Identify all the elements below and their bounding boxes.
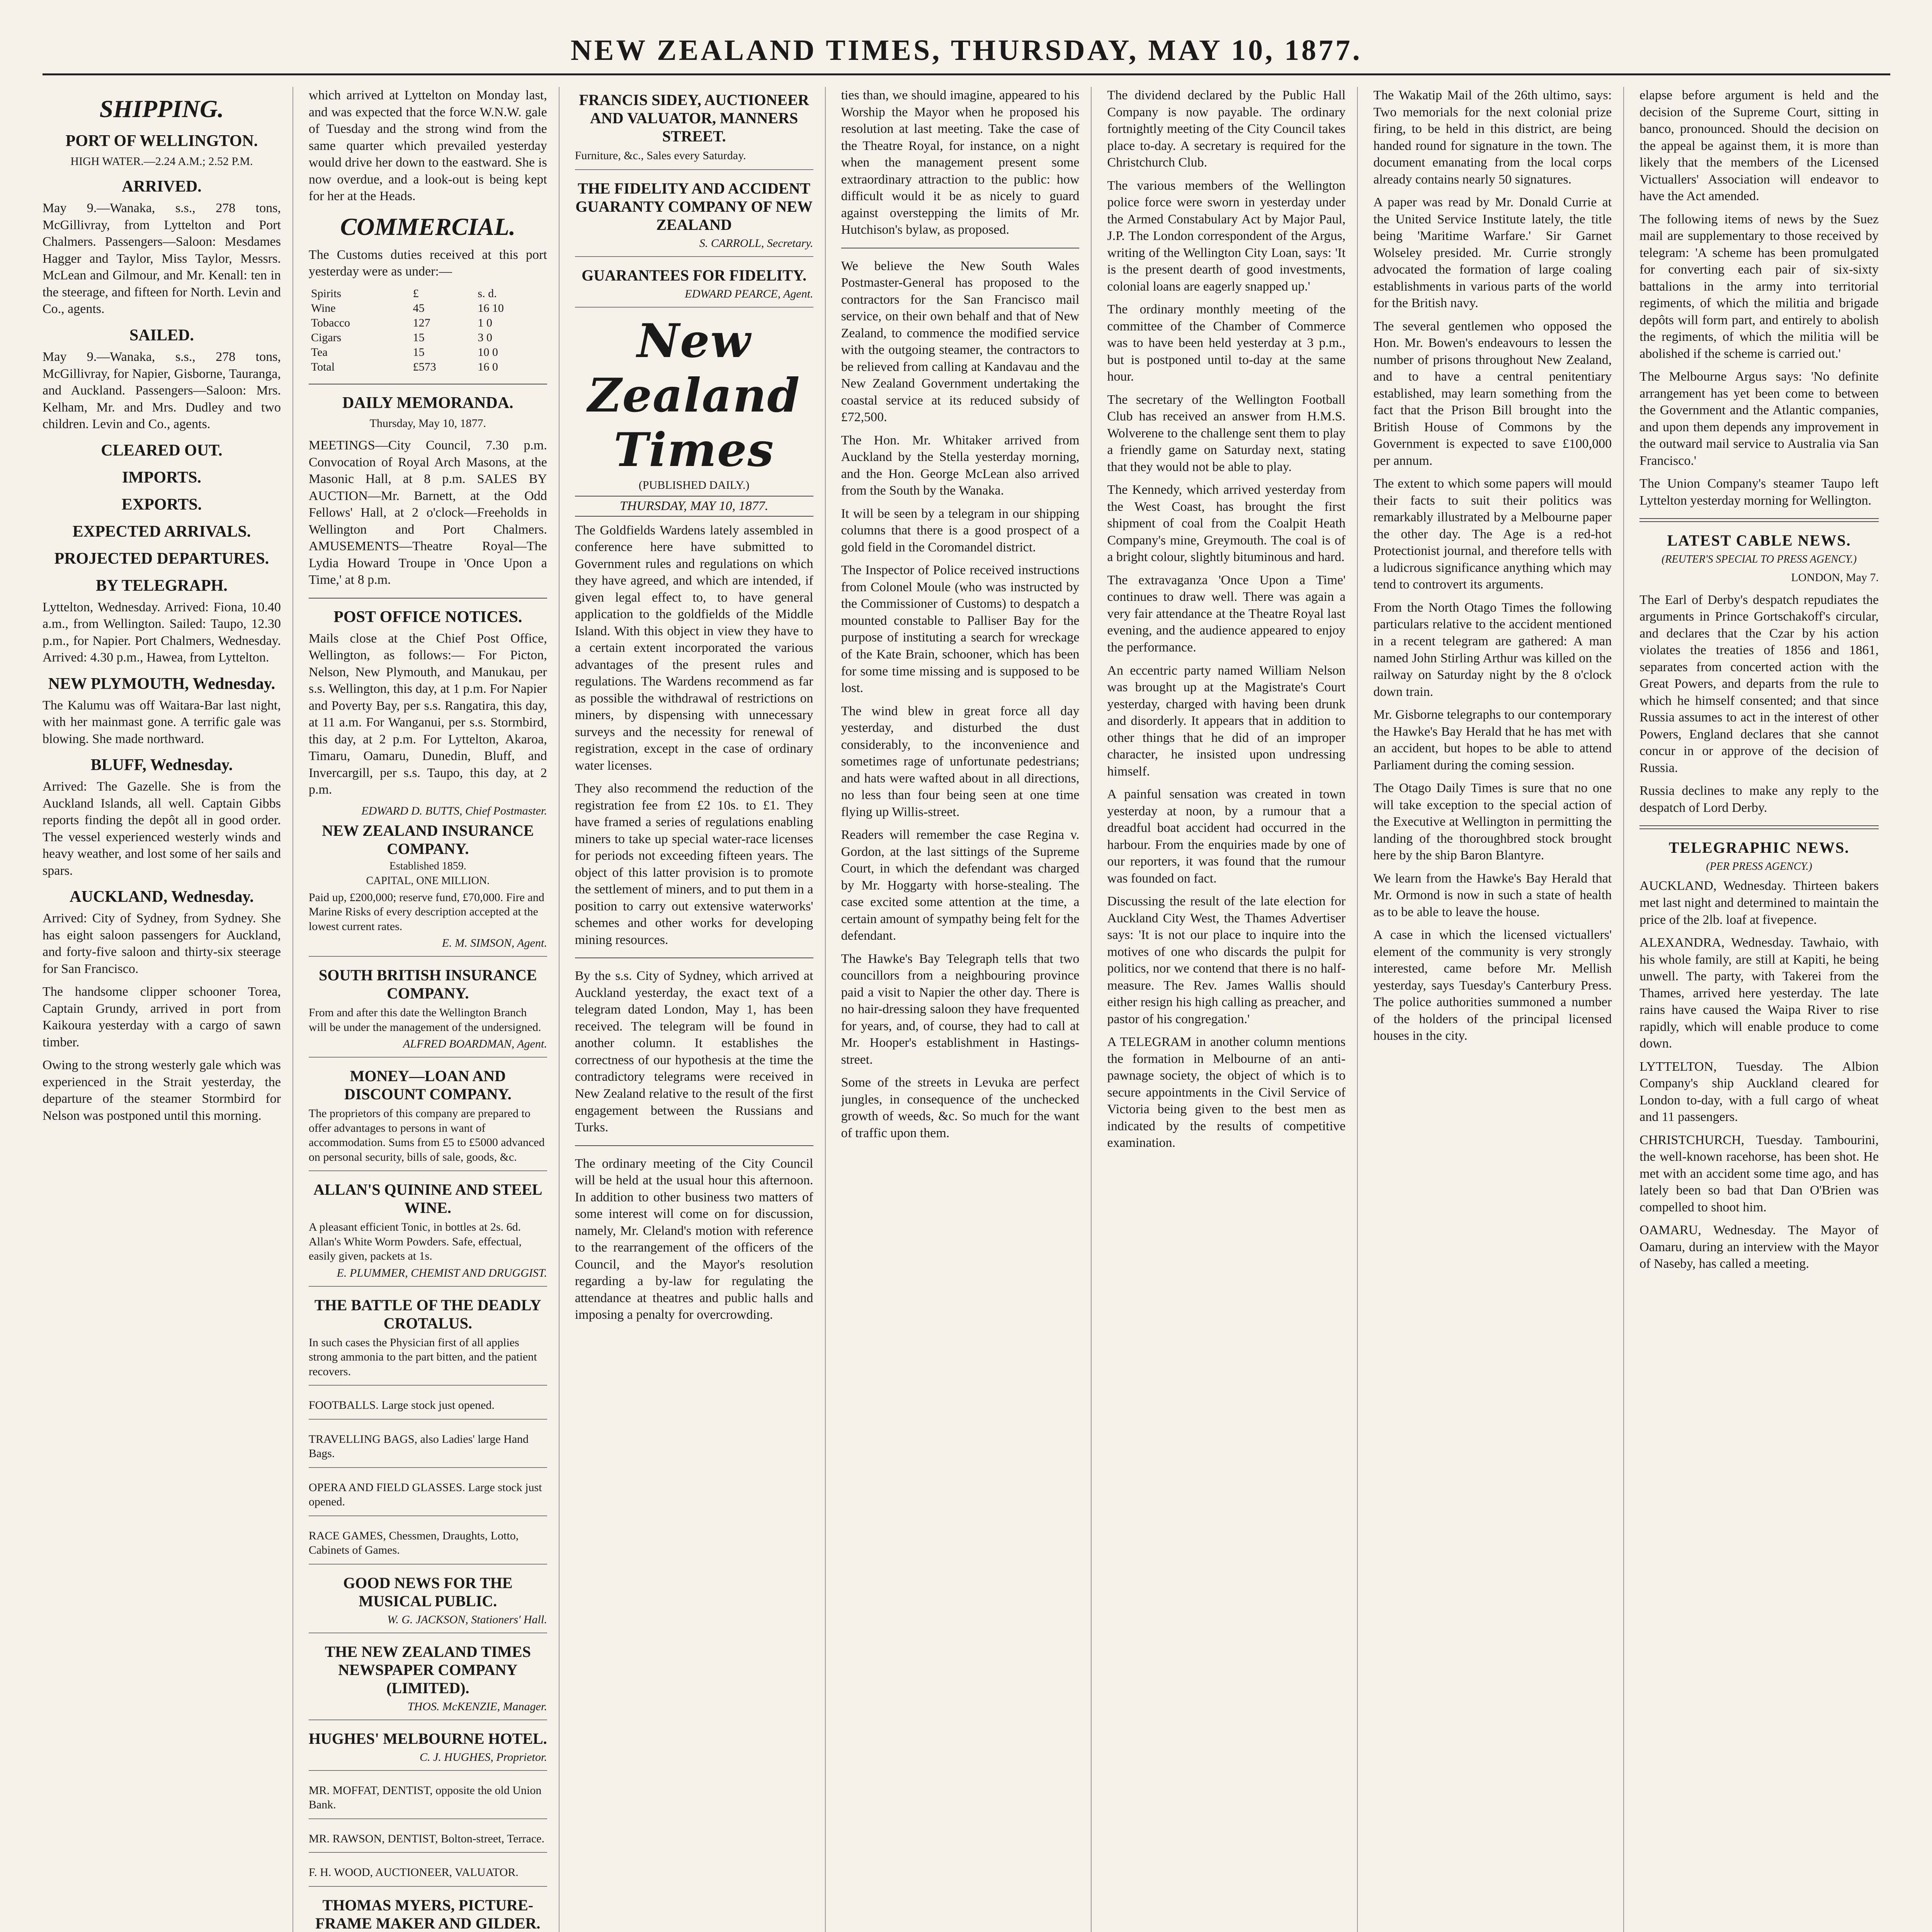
telegraph-paragraph: ALEXANDRA, Wednesday. Tawhaio, with his whole family, are still at Kapiti, he being unwell. The party, with Takerei from the Thames, arrived here yesterday. The late rains have caused the Waipa River to rise rapidly, which will enable produce to come down. <box>1639 935 1879 1051</box>
sailed-text: May 9.—Wanaka, s.s., 278 tons, McGillivray, for Napier, Gisborne, Tauranga, and Auckland. Passengers—Saloon: Mrs. Kelham, Mr. and Mrs. Dudley and two children. Levin and Co., agents. <box>43 350 281 432</box>
table-row: Tobacco 127 1 0 <box>311 316 492 329</box>
news-paragraph: The Kennedy, which arrived yesterday from the West Coast, has brought the first shipment of coal from the Coalpit Heath Company's mine, Greymouth. The coal is of a bright colour, slightly bituminous and hard. <box>1107 483 1346 565</box>
dentist-ad <box>309 1776 547 1819</box>
shipping-heading: SHIPPING. <box>99 95 224 122</box>
battle-title: THE BATTLE OF THE DEADLY CROTALUS. <box>314 1296 541 1332</box>
news-paragraph: We learn from the Hawke's Bay Herald that Mr. Ormond is now in such a state of health as to be able to leave the house. <box>1373 871 1612 919</box>
glasses-text: OPERA AND FIELD GLASSES. Large stock just opened. <box>308 1481 542 1509</box>
columns <box>43 87 1890 1932</box>
news-paragraph: The extravaganza 'Once Upon a Time' continues to draw well. There was again a very fair attendance at the Theatre Royal last evening, and the audience appeared to enjoy the performance. <box>1107 573 1346 655</box>
guarantees-ad <box>575 262 813 308</box>
post-heading: POST OFFICE NOTICES. <box>333 608 522 626</box>
divider <box>1639 825 1879 829</box>
cable-paragraph: The Earl of Derby's despatch repudiates the arguments in Prince Gortschakoff's circular, and declares that the Czar by his action violates the treaties of 1856 and 1861, separates from concerted action with the Great Powers, and departs from the rule to which he himself consented; and that since Russia assumes to act in the interest of other Powers, England declares that she cannot concur in or approve of the decision of Russia. <box>1639 592 1879 775</box>
guarantees-signature: EDWARD PEARCE, Agent. <box>685 287 813 300</box>
music-signature: W. G. JACKSON, Stationers' Hall. <box>387 1613 547 1626</box>
leader-dateline: THURSDAY, MAY 10, 1877. <box>575 496 813 517</box>
leader-paragraph: They also recommend the reduction of the registration fee from £2 10s. to £1. They have framed a series of regulations enabling miners to take up special water-race licenses for periods not exceeding fifteen years. The object of this latter provision is to promote the settlement of miners, and to put them in a position to carry out extensive waterworks' schemes and other works for developing mining resources. <box>575 781 813 947</box>
insurance-text: Paid up, £200,000; reserve fund, £70,000. Fire and Marine Risks of every description accepted at the lowest current rates. <box>308 891 544 933</box>
cable-paragraph: Russia declines to make any reply to the despatch of Lord Derby. <box>1639 784 1879 815</box>
games-ad <box>309 1522 547 1565</box>
glasses-ad <box>309 1473 547 1516</box>
arrived-text: May 9.—Wanaka, s.s., 278 tons, McGillivray, from Lyttelton and Port Chalmers. Passengers—Saloon: Mesdames Hagger and Taylor, Miss Taylor, Messrs. McLean and Gilmour, and Mr. Kenall: ten in the steerage, and fifteen for North. Levin and Co., agents. <box>43 201 281 316</box>
footballs-text: FOOTBALLS. Large stock just opened. <box>308 1399 495 1412</box>
auckland-text: Arrived: City of Sydney, from Sydney. She has eight saloon passengers for Auckland, and forty-five saloon and thirty-six steerage for San Francisco. <box>43 911 281 976</box>
memo-date: Thursday, May 10, 1877. <box>369 417 486 430</box>
hotel-signature: C. J. HUGHES, Proprietor. <box>419 1750 547 1764</box>
masthead <box>43 27 1890 75</box>
british-ad <box>309 962 547 1058</box>
memo-text: MEETINGS—City Council, 7.30 p.m. Convocation of Royal Arch Masons, at the Masonic Hall, at 8 p.m. SALES BY AUCTION—Mr. Barnett, at the Odd Fellows' Hall, at 2 o'clock—Freeholds in Wellington and Port Chalmers. AMUSEMENTS—Theatre Royal—The Lydia Howard Troupe in 'Once Upon a Time,' at 8 p.m. <box>308 438 547 587</box>
news-paragraph: Readers will remember the case Regina v. Gordon, at the last sittings of the Supreme Court, in which the defendant was charged by Mr. Hoggarty with horse-stealing. The case excited some attention at the time, a certain amount of sympathy being felt for the defendant. <box>841 828 1080 943</box>
games-text: RACE GAMES, Chessmen, Draughts, Lotto, Cabinets of Games. <box>308 1529 519 1557</box>
divider <box>309 598 547 599</box>
telegraph-paragraph: CHRISTCHURCH, Tuesday. Tambourini, the well-known racehorse, has been shot. He met with an accident some time ago, and has lately been so bad that Dan O'Brien was compelled to shoot him. <box>1639 1133 1879 1214</box>
sidey-text: Furniture, &c., Sales every Saturday. <box>575 149 746 162</box>
news-paragraph: elapse before argument is held and the decision of the Supreme Court, sitting in banco, pronounced. Should the decision on the appeal be against them, it is more than likely that the members of the Licensed Victuallers' Association will endeavor to have the Act amended. <box>1639 88 1879 204</box>
british-text: From and after this date the Wellington Branch will be under the management of the undersigned. <box>308 1006 541 1034</box>
music-title: GOOD NEWS FOR THE MUSICAL PUBLIC. <box>343 1574 513 1610</box>
sailed-heading: SAILED. <box>129 327 194 344</box>
news-paragraph: Mr. Gisborne telegraphs to our contemporary the Hawke's Bay Herald that he has met with an accident, but hopes to be able to attend Parliament during the coming session. <box>1373 707 1612 772</box>
sidey-title: FRANCIS SIDEY, AUCTIONEER AND VALUATOR, MANNERS STREET. <box>579 91 809 145</box>
divider <box>575 1145 813 1146</box>
cleared-heading: CLEARED OUT. <box>101 441 223 459</box>
news-paragraph: The several gentlemen who opposed the Hon. Mr. Bowen's endeavours to lessen the number of prisons throughout New Zealand, and to have a central penitentiary established, may learn something from the fact that the Prison Bill brought into the British House of Commons by the Government is expected to save £100,000 per annum. <box>1373 319 1612 468</box>
money-title: MONEY—LOAN AND DISCOUNT COMPANY. <box>344 1067 512 1103</box>
table-row: Cigars 15 3 0 <box>311 331 492 344</box>
news-paragraph: The Inspector of Police received instructions from Colonel Moule (who was instructed by the Commissioner of Customs) to despatch a mounted constable to Palliser Bay for the purpose of instituting a search for wreckage of the Kate Brain, schooner, which has been for some time missing and is supposed to be lost. <box>841 563 1080 696</box>
col2-intro-text: which arrived at Lyttelton on Monday last, and was expected that the force W.N.W. gale of Tuesday and the strong wind from the same quarter which prevailed yesterday would drive her down to the eastward. She is now overdue, and a look-out is being kept for her at the Heads. <box>308 88 547 204</box>
news-paragraph: The following items of news by the Suez mail are supplementary to those received by telegram: 'A scheme has been promulgated for converting each pair of six-sixty battalions in the army into territorial regiments, of which the militia and brigade depôts will form part, and entirely to abolish the regiments, of which the militia will be abolished if the scheme is carried out.' <box>1639 212 1879 361</box>
port-heading: PORT OF WELLINGTON. <box>65 132 258 150</box>
allan-text: A pleasant efficient Tonic, in bottles at 2s. 6d. Allan's White Worm Powders. Safe, effectual, easily given, packets at 1s. <box>308 1221 522 1263</box>
column-2-commercial <box>309 87 560 1932</box>
arrived-heading: ARRIVED. <box>122 178 202 196</box>
memo-heading: DAILY MEMORANDA. <box>342 394 514 412</box>
nameplate-subtitle: (PUBLISHED DAILY.) <box>638 478 750 492</box>
news-paragraph: A painful sensation was created in town yesterday at noon, by a rumour that a dreadful boat accident had occurred in the harbour. From the enquiries made by one of our reporters, it was found that the rumour was founded on fact. <box>1107 787 1346 886</box>
bags-text: TRAVELLING BAGS, also Ladies' large Hand Bags. <box>308 1432 529 1460</box>
insurance-sub: Established 1859. <box>389 860 466 872</box>
customs-table <box>309 286 547 374</box>
news-paragraph: The ordinary monthly meeting of the committee of the Chamber of Commerce was to have been held yesterday at 3 p.m., but is postponed until to-day at the same hour. <box>1107 302 1346 384</box>
nameplate <box>575 314 813 492</box>
expected-heading: EXPECTED ARRIVALS. <box>72 522 251 541</box>
plymouth-text: The Kalumu was off Waitara-Bar last night, with her mainmast gone. A terrific gale was blowing. She made northward. <box>43 698 281 746</box>
battle-ad <box>309 1292 547 1386</box>
times-company-signature: THOS. McKENZIE, Manager. <box>407 1700 547 1713</box>
british-signature: ALFRED BOARDMAN, Agent. <box>403 1037 547 1051</box>
tides-text: HIGH WATER.—2.24 A.M.; 2.52 P.M. <box>70 155 253 168</box>
cable-news-heading: LATEST CABLE NEWS. <box>1667 532 1851 549</box>
news-paragraph: The dividend declared by the Public Hall Company is now payable. The ordinary fortnightly meeting of the City Council takes place to-day. A secretary is required for the Christchurch Club. <box>1107 88 1346 170</box>
myers-title: THOMAS MYERS, PICTURE-FRAME MAKER AND GILDER. <box>315 1896 541 1932</box>
table-row: Wine 45 16 10 <box>311 301 504 315</box>
nameplate-title: New Zealand Times <box>588 313 801 477</box>
footballs-ad <box>309 1391 547 1420</box>
wood-text: F. H. WOOD, AUCTIONEER, VALUATOR. <box>308 1866 519 1879</box>
news-paragraph: The Otago Daily Times is sure that no one will take exception to the special action of the Executive at Wellington in permitting the landing of the thoroughbred stock brought here by the ship Baron Blantyre. <box>1373 781 1612 863</box>
insurance-title: NEW ZEALAND INSURANCE COMPANY. <box>322 821 534 857</box>
bluff-text: Arrived: The Gazelle. She is from the Auckland Islands, all well. Captain Gibbs reports finding the depôt all in good order. The vessel experienced westerly winds and heavy weather, and lost some of her sails and spars. <box>43 779 281 878</box>
bluff-heading: BLUFF, Wednesday. <box>90 756 233 774</box>
telegraph-paragraph: LYTTELTON, Tuesday. The Albion Company's ship Auckland cleared for London to-day, with a full cargo of wheat and 11 passengers. <box>1639 1059 1879 1124</box>
insurance-capital: CAPITAL, ONE MILLION. <box>366 874 490 887</box>
news-paragraph: We believe the New South Wales Postmaster-General has proposed to the contractors for the San Francisco mail service, on their own behalf and that of New Zealand, to commence the modified service with the outgoing steamer, the contractors to be relieved from calling at Kandavau and the New Zealand Government undertaking the coastal service at its reduced subsidy of £72,500. <box>841 259 1080 425</box>
news-paragraph: The Hawke's Bay Telegraph tells that two councillors from a neighbouring province paid a visit to Napier the other day. There is no hair-dressing saloon they have frequented for years, and, of course, they had to call at Mr. Hooper's establishment in Hastings-street. <box>841 951 1080 1067</box>
leader-paragraph: The ordinary meeting of the City Council will be held at the usual hour this afternoon. In addition to other business two matters of some interest will come on for discussion, namely, Mr. Cleland's motion with reference to the rearrangement of the officers of the Council, and the Mayor's resolution regarding a by-law for regulating the attendance at theatres and public halls and imposing a penalty for overcrowding. <box>575 1156 813 1322</box>
news-paragraph: The Wakatip Mail of the 26th ultimo, says: Two memorials for the next colonial prize firing, to be held in this district, are being handed round for signature in the town. The document emanating from the local corps already contains nearly 50 signatures. <box>1373 88 1612 187</box>
music-ad <box>309 1570 547 1633</box>
sidey-ad <box>575 87 813 170</box>
rawson-ad <box>309 1825 547 1853</box>
imports-heading: IMPORTS. <box>122 468 201 486</box>
customs-text: The Customs duties received at this port yesterday were as under:— <box>308 247 547 279</box>
news-paragraph: The extent to which some papers will mould their facts to suit their politics was remarkably illustrated by a Melbourne paper the other day. The Age is a red-hot Protectionist journal, and therefore tells with a ludicrous significance anything which may tend to controvert its arguments. <box>1373 476 1612 592</box>
leader-paragraph: The Goldfields Wardens lately assembled in conference here have submitted to Government rules and regulations on which they have agreed, and which are intended, if given legal effect to, to have general application to the goldfields of the Middle Island. With this object in view they have to a certain extent incorporated the various advantages of the present rules and regulations. The Wardens recommend as far as possible the withdrawal of restrictions on miners, by dispensing with unnecessary surveys and the necessity for renewal of registration, except in the case of ordinary water licenses. <box>575 523 813 773</box>
projected-heading: PROJECTED DEPARTURES. <box>54 549 269 568</box>
cable-byline: (REUTER'S SPECIAL TO PRESS AGENCY.) <box>1662 553 1857 566</box>
divider <box>1639 518 1879 522</box>
plummer-signature: E. PLUMMER, CHEMIST AND DRUGGIST. <box>337 1266 547 1279</box>
hotel-title: HUGHES' MELBOURNE HOTEL. <box>308 1730 547 1747</box>
news-paragraph: It will be seen by a telegram in our shipping columns that there is a good prospect of a gold field in the Coromandel district. <box>841 506 1080 554</box>
money-text: The proprietors of this company are prepared to offer advantages to persons in want of accommodation. Sums from £5 to £5000 advanced on personal security, bills of sale, goods, &c. <box>308 1107 545 1163</box>
leader-paragraph: By the s.s. City of Sydney, which arrived at Auckland yesterday, the exact text of a telegram dated London, May 1, has been received. The telegram will be found in another column. It establishes the correctness of our hypothesis at the time the contradictory telegrams were received in New Zealand relative to the result of the first engagement between the Russians and Turks. <box>575 969 813 1135</box>
exports-heading: EXPORTS. <box>121 495 202 514</box>
times-company-title: THE NEW ZEALAND TIMES NEWSPAPER COMPANY (LIMITED). <box>325 1643 531 1697</box>
dentist-text: MR. MOFFAT, DENTIST, opposite the old Union Bank. <box>308 1784 542 1811</box>
news-paragraph: A paper was read by Mr. Donald Currie at the United Service Institute lately, the title being 'Maritime Warfare.' Sir Garnet Wolseley presided. Mr. Currie strongly advocated the formation of large coaling establishments in various parts of the world for the British navy. <box>1373 195 1612 311</box>
insurance-signature: E. M. SIMSON, Agent. <box>442 937 547 950</box>
telegraphic-byline: (PER PRESS AGENCY.) <box>1706 861 1812 873</box>
column-3-leader <box>575 87 826 1932</box>
table-row: Tea 15 10 0 <box>311 345 498 359</box>
battle-text: In such cases the Physician first of all applies strong ammonia to the part bitten, and the patient recovers. <box>308 1336 537 1378</box>
commercial-heading: COMMERCIAL. <box>340 213 515 240</box>
telegraph-paragraph: AUCKLAND, Wednesday. Thirteen bakers met last night and determined to maintain the price of the 2lb. loaf at fivepence. <box>1639 879 1879 927</box>
auckland-heading: AUCKLAND, Wednesday. <box>70 888 254 906</box>
allan-ad <box>309 1177 547 1287</box>
fidelity-ad <box>575 175 813 257</box>
bags-ad <box>309 1425 547 1468</box>
news-paragraph: Some of the streets in Levuka are perfect jungles, in consequence of the unchecked growth of weeds, &c. So much for the want of traffic upon them. <box>841 1075 1080 1140</box>
guarantees-title: GUARANTEES FOR FIDELITY. <box>582 266 807 284</box>
insurance-ad <box>309 818 547 957</box>
telegraph-paragraph: OAMARU, Wednesday. The Mayor of Oamaru, during an interview with the Mayor of Naseby, has called a meeting. <box>1639 1223 1879 1271</box>
news-paragraph: The Melbourne Argus says: 'No definite arrangement has yet been come to between the Government and the Atlantic companies, and upon them depends any improvement in the outward mail service to Australia via San Francisco.' <box>1639 369 1879 468</box>
times-company-ad <box>309 1639 547 1720</box>
fidelity-title: THE FIDELITY AND ACCIDENT GUARANTY COMPANY OF NEW ZEALAND <box>575 179 813 233</box>
news-paragraph: The Union Company's steamer Taupo left Lyttelton yesterday morning for Wellington. <box>1639 476 1879 508</box>
column-5-news <box>1107 87 1358 1932</box>
plymouth-heading: NEW PLYMOUTH, Wednesday. <box>48 675 276 693</box>
post-text: Mails close at the Chief Post Office, Wellington, as follows:— For Picton, Nelson, New Plymouth, and Manukau, per s.s. Wellington, this day, at 1 p.m. For Napier and Poverty Bay, per s.s. Rangatira, this day, at 11 a.m. For Wanganui, per s.s. Stormbird, this day, at 2 p.m. For Lyttelton, Akaroa, Timaru, Oamaru, Dunedin, Bluff, and Invercargill, per s.s. Taupo, this day, at 2 p.m. <box>308 631 547 797</box>
allan-title: ALLAN'S QUININE AND STEEL WINE. <box>313 1181 543 1217</box>
rawson-text: MR. RAWSON, DENTIST, Bolton-street, Terrace. <box>308 1832 544 1845</box>
money-ad <box>309 1063 547 1171</box>
news-paragraph: ties than, we should imagine, appeared to his Worship the Mayor when he proposed his resolution at last meeting. Take the case of the Theatre Royal, for instance, on a night when the management present some extraordinary attraction to the public: how difficult would it be as nicely to guard against overstepping the limits of Mr. Hutchison's bylaw, as proposed. <box>841 88 1080 237</box>
fidelity-signature: S. CARROLL, Secretary. <box>699 236 813 250</box>
news-paragraph: A TELEGRAM in another column mentions the formation in Melbourne of an anti-pawnage society, the object of which is to secure appointments in the Civil Service of Victoria being given to the best men as indicated by the results of competitive examination. <box>1107 1035 1346 1150</box>
news-paragraph: Discussing the result of the late election for Auckland City West, the Thames Advertiser says: 'It is not our place to inquire into the motives of one who discards the pulpit for politics, nor we contend that there is no half-measure. The Rev. James Wallis should either resign his high calling as preacher, and pastor of his congregation.' <box>1107 894 1346 1026</box>
news-paragraph: A case in which the licensed victuallers' element of the community is very strongly interested, came before Mr. Mellish yesterday, says Tuesday's Canterbury Press. The police authorities summoned a number of the holders of the principal licensed houses in the city. <box>1373 928 1612 1043</box>
divider <box>575 957 813 958</box>
news-paragraph: The wind blew in great force all day yesterday, and disturbed the dust considerably, to the inconvenience and sometimes rage of unfortunate pedestrians; and hats were wafted about in all directions, no less than four being seen at one time flying up Willis-street. <box>841 704 1080 819</box>
hotel-ad <box>309 1726 547 1771</box>
table-row: Total £573 16 0 <box>311 360 498 373</box>
wood-ad <box>309 1858 547 1887</box>
telegraphic-news-heading: TELEGRAPHIC NEWS. <box>1668 839 1850 857</box>
telegraph-text: Lyttelton, Wednesday. Arrived: Fiona, 10.40 a.m., from Wellington. Sailed: Taupo, 12.30 p.m., for Napier. Port Chalmers, Wednesday. Arrived: 4.30 p.m., Hawea, from Lyttelton. <box>43 600 281 665</box>
gale-text: Owing to the strong westerly gale which was experienced in the Strait yesterday, the departure of the steamer Stormbird for Nelson was postponed until this morning. <box>43 1058 281 1123</box>
telegraph-heading: BY TELEGRAPH. <box>96 577 228 595</box>
column-4-news <box>841 87 1092 1932</box>
british-title: SOUTH BRITISH INSURANCE COMPANY. <box>318 966 537 1002</box>
column-7-cables <box>1639 87 1890 1932</box>
news-paragraph: An eccentric party named William Nelson was brought up at the Magistrate's Court yesterday, charged with having been drunk and disorderly. It appears that in addition to other things that he did of an improper character, he insisted upon undressing himself. <box>1107 663 1346 779</box>
column-1-shipping <box>43 87 293 1932</box>
cable-dateline: LONDON, May 7. <box>1791 571 1879 584</box>
column-6-news <box>1373 87 1624 1932</box>
table-row: Spirits £ s. d. <box>311 287 497 300</box>
masthead-title: NEW ZEALAND TIMES, THURSDAY, MAY 10, 1877. <box>570 34 1362 66</box>
schooner-text: The handsome clipper schooner Torea, Captain Grundy, arrived in port from Kaikoura yesterday with a cargo of sawn timber. <box>43 985 281 1049</box>
news-paragraph: The various members of the Wellington police force were sworn in yesterday under the Armed Constabulary Act by Major Paul, J.P. The London correspondent of the Argus, writing of the Wellington City Loan, says: 'It is the present dearth of good investments, colonial loans are eagerly snapped up.' <box>1107 178 1346 294</box>
myers-ad <box>309 1892 547 1932</box>
post-signature: EDWARD D. BUTTS, Chief Postmaster. <box>361 804 547 817</box>
news-paragraph: From the North Otago Times the following particulars relative to the accident mentioned in a recent telegram are gathered: A man named John Stirling Arthur was killed on the railway on Saturday night by the 8 o'clock down train. <box>1373 600 1612 699</box>
news-paragraph: The Hon. Mr. Whitaker arrived from Auckland by the Stella yesterday morning, and the Hon. George McLean also arrived from the South by the Wanaka. <box>841 433 1080 498</box>
news-paragraph: The secretary of the Wellington Football Club has received an answer from H.M.S. Wolverene to the challenge sent them to play a friendly game on Saturday next, stating that they would not be able to play. <box>1107 392 1346 474</box>
